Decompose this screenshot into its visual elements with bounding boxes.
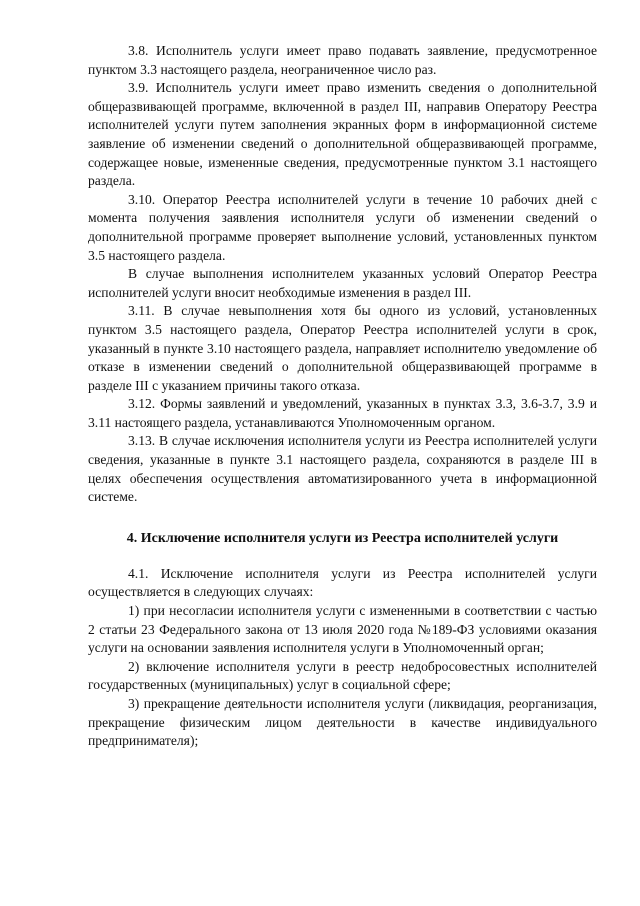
paragraph-3-8: 3.8. Исполнитель услуги имеет право подавать заявление, предусмотренное пунктом 3.3 настоящего раздела, неограниченное число раз. — [88, 43, 597, 77]
paragraph-3-10: 3.10. Оператор Реестра исполнителей услуги в течение 10 рабочих дней с момента получения заявления исполнителя услуги об изменении сведений о дополнительной программе проверяет выполнение условий, установленных пунктом 3.5 настоящего раздела. — [88, 191, 597, 263]
paragraph-3-10-continuation: В случае выполнения исполнителем указанных условий Оператор Реестра исполнителей услуги вносит необходимые изменения в раздел III. — [88, 266, 597, 300]
list-item-3: 3) прекращение деятельности исполнителя услуги (ликвидация, реорганизация, прекращение физическим лицом деятельности в качестве индивидуального предпринимателя); — [88, 696, 597, 749]
paragraph-3-12: 3.12. Формы заявлений и уведомлений, указанных в пунктах 3.3, 3.6-3.7, 3.9 и 3.11 настоящего раздела, устанавливаются Уполномоченным органом. — [88, 396, 597, 430]
section-heading: 4. Исключение исполнителя услуги из Реестра исполнителей услуги — [126, 530, 559, 546]
paragraph-3-9: 3.9. Исполнитель услуги имеет право изменить сведения о дополнительной общеразвивающей программе, включенной в раздел III, направив Оператору Реестра исполнителей услуги путем заполнения экранных форм в информационной системе заявление об изменении сведений о дополнительной общеразвивающей программе, содержащее новые, измененные сведения, предусмотренные пунктом 3.1 настоящего раздела. — [88, 80, 597, 189]
paragraph-3-13: 3.13. В случае исключения исполнителя услуги из Реестра исполнителей услуги сведения, указанные в пункте 3.1 настоящего раздела, сохраняются в разделе III в целях обеспечения осуществления автоматизированного учета в информационной системе. — [88, 433, 597, 505]
list-item-1: 1) при несогласии исполнителя услуги с измененными в соответствии с частью 2 статьи 23 Федерального закона от 13 июля 2020 года №189-ФЗ условиями оказания услуги на основании заявления исполнителя услуги в Уполномоченный орган; — [88, 603, 597, 656]
paragraph-4-1: 4.1. Исключение исполнителя услуги из Реестра исполнителей услуги осуществляется в следующих случаях: — [88, 565, 597, 600]
list-item-2: 2) включение исполнителя услуги в реестр недобросовестных исполнителей государственных (муниципальных) услуг в социальной сфере; — [88, 658, 597, 693]
document-body — [88, 42, 597, 751]
paragraph-3-11: 3.11. В случае невыполнения хотя бы одного из условий, установленных пунктом 3.5 настоящего раздела, Оператор Реестра исполнителей услуги в срок, указанный в пункте 3.10 настоящего раздела, направляет исполнителю уведомление об отказе в изменении сведений о дополнительной общеразвивающей программе в разделе III с указанием причины такого отказа. — [88, 303, 597, 393]
